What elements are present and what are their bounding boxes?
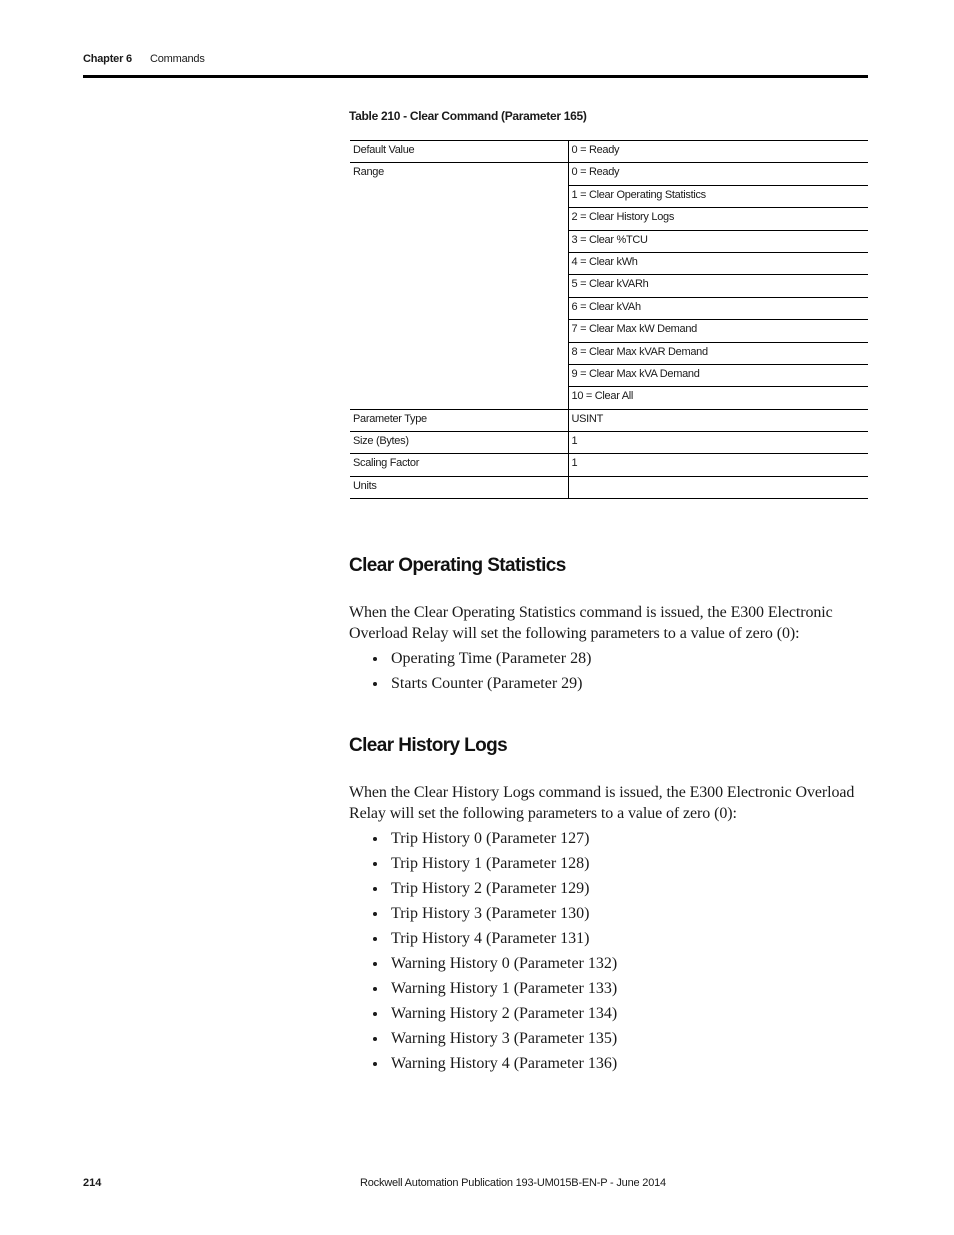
table-cell-label: Size (Bytes) xyxy=(350,432,568,454)
table-cell-label xyxy=(350,252,568,274)
table-cell-value: 5 = Clear kVARh xyxy=(568,275,868,297)
list-item: Warning History 2 (Parameter 134) xyxy=(370,1001,617,1026)
table-cell-value: 6 = Clear kVAh xyxy=(568,297,868,319)
table-cell-value: 1 xyxy=(568,454,868,476)
table-row xyxy=(350,409,868,431)
chapter-label: Chapter 6 xyxy=(83,53,132,65)
table-row xyxy=(350,297,868,319)
clear-operating-statistics-paragraph: When the Clear Operating Statistics command is issued, the E300 Electronic Overload Relay will set the following parameters to a value of zero (0): xyxy=(349,604,833,642)
table-cell-label: Parameter Type xyxy=(350,409,568,431)
table-row xyxy=(350,275,868,297)
table-cell-value: 8 = Clear Max kVAR Demand xyxy=(568,342,868,364)
list-item: Warning History 0 (Parameter 132) xyxy=(370,951,617,976)
table-cell-value: 9 = Clear Max kVA Demand xyxy=(568,364,868,386)
page-number: 214 xyxy=(83,1177,102,1189)
table-cell-label: Default Value xyxy=(350,141,568,163)
table-row xyxy=(350,342,868,364)
table-cell-label xyxy=(350,297,568,319)
table-cell-value: 0 = Ready xyxy=(568,163,868,185)
table-cell-value: 1 = Clear Operating Statistics xyxy=(568,185,868,207)
clear-command-table xyxy=(350,140,868,499)
table-cell-label xyxy=(350,364,568,386)
table-row xyxy=(350,208,868,230)
table-cell-label: Range xyxy=(350,163,568,185)
table-row xyxy=(350,163,868,185)
table-cell-value: 7 = Clear Max kW Demand xyxy=(568,320,868,342)
operating-statistics-list xyxy=(370,646,591,696)
table-cell-label xyxy=(350,275,568,297)
list-item: Operating Time (Parameter 28) xyxy=(370,646,591,671)
publication-info: Rockwell Automation Publication 193-UM015B-EN-P - June 2014 xyxy=(360,1177,666,1189)
table-row xyxy=(350,454,868,476)
table-row xyxy=(350,387,868,409)
table-cell-label: Scaling Factor xyxy=(350,454,568,476)
list-item: Trip History 1 (Parameter 128) xyxy=(370,851,617,876)
table-cell-value: USINT xyxy=(568,409,868,431)
clear-history-logs-heading: Clear History Logs xyxy=(349,735,508,756)
table-cell-label: Units xyxy=(350,476,568,498)
table-cell-value xyxy=(568,476,868,498)
table-cell-value: 0 = Ready xyxy=(571,144,620,156)
page-header xyxy=(83,53,868,78)
table-row xyxy=(350,230,868,252)
table-row xyxy=(350,252,868,274)
clear-history-logs-paragraph: When the Clear History Logs command is issued, the E300 Electronic Overload Relay will set the following parameters to a value of zero (0): xyxy=(349,784,855,822)
table-cell-label xyxy=(350,320,568,342)
list-item: Warning History 3 (Parameter 135) xyxy=(370,1026,617,1051)
table-row xyxy=(350,141,868,163)
table-cell-value: 1 xyxy=(568,432,868,454)
list-item: Trip History 4 (Parameter 131) xyxy=(370,926,617,951)
section-label: Commands xyxy=(150,53,205,65)
table-row xyxy=(350,364,868,386)
list-item: Trip History 3 (Parameter 130) xyxy=(370,901,617,926)
table-cell-label xyxy=(350,342,568,364)
table-cell-label xyxy=(350,230,568,252)
table-cell-value: 2 = Clear History Logs xyxy=(568,208,868,230)
table-row xyxy=(350,476,868,498)
list-item: Warning History 4 (Parameter 136) xyxy=(370,1051,617,1076)
table-row xyxy=(350,320,868,342)
list-item: Starts Counter (Parameter 29) xyxy=(370,671,591,696)
table-row xyxy=(350,185,868,207)
table-cell-label xyxy=(350,185,568,207)
table-title: Table 210 - Clear Command (Parameter 165) xyxy=(349,109,587,123)
list-item: Warning History 1 (Parameter 133) xyxy=(370,976,617,1001)
table-cell-value: 4 = Clear kWh xyxy=(568,252,868,274)
table-cell-label xyxy=(350,208,568,230)
list-item: Trip History 2 (Parameter 129) xyxy=(370,876,617,901)
table-cell-value: 10 = Clear All xyxy=(568,387,868,409)
clear-operating-statistics-heading: Clear Operating Statistics xyxy=(349,555,566,576)
list-item: Trip History 0 (Parameter 127) xyxy=(370,826,617,851)
table-cell-label xyxy=(350,387,568,409)
table-cell-value: 3 = Clear %TCU xyxy=(568,230,868,252)
table-row xyxy=(350,432,868,454)
history-logs-list xyxy=(370,826,617,1076)
